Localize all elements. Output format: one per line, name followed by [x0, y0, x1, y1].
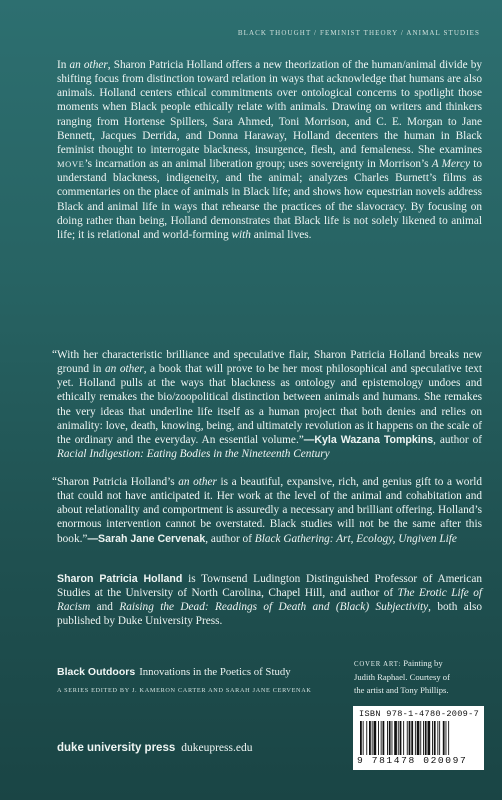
barcode-bars-icon — [357, 721, 480, 755]
with-italic: with — [231, 228, 251, 241]
blurb-attribution: , author of — [433, 433, 483, 446]
bio-text: , both also published by Duke University Press. — [57, 601, 482, 628]
blurb-tompkins — [52, 348, 483, 461]
barcode-bar — [369, 721, 371, 755]
blurb-author-book: Black Gathering: Art, Ecology, Ungiven Life — [254, 532, 457, 545]
move-smallcaps: MOVE — [57, 159, 85, 170]
barcode-bar — [394, 721, 397, 755]
bio-book-title: Raising the Dead: Readings of Death and (Black) Subjectivity — [119, 601, 429, 614]
barcode-bar — [423, 721, 424, 755]
series-subtitle: Innovations in the Poetics of Study — [139, 666, 291, 678]
isbn-number: ISBN 978-1-4780-2009-7 — [359, 709, 480, 719]
author-bio — [57, 572, 482, 629]
description-text: animal lives. — [250, 228, 312, 241]
barcode-bar — [411, 721, 413, 755]
book-title: an other — [178, 476, 217, 488]
barcode-bar — [409, 721, 411, 755]
description-text: ’s incarnation as an animal liberation group; uses sovereignty in Morrison’s — [84, 158, 432, 171]
book-description — [57, 58, 482, 242]
series-info — [57, 662, 357, 694]
mercy-title: A Mercy — [431, 158, 471, 171]
bio-book-title: The Erotic Life of Racism — [57, 587, 482, 614]
barcode-bar — [407, 721, 408, 755]
cover-art-label: COVER ART: — [354, 661, 402, 668]
barcode-bar — [446, 721, 447, 755]
subject-categories: BLACK THOUGHT / FEMINIST THEORY / ANIMAL STUDIES — [237, 29, 480, 37]
barcode-bar — [428, 721, 431, 755]
ean-number: 9 781478 020097 — [357, 755, 468, 766]
cover-art-credit — [354, 657, 484, 696]
description-text: In — [57, 59, 70, 71]
barcode-bar — [415, 721, 416, 755]
blurb-text: is a beautiful, expansive, rich, and genius gift to a world that could not have anticipated it. Her work at the level of the animal and cohabitation and about relationality and comportment is assuredly a necessary and brilliant offering. Holland’s enormous intervention cannot be overstated. Black studies will not be the same after this book.” — [57, 476, 482, 545]
description-text: , Sharon Patricia Holland offers a new theorization of the human/animal divide by shifting focus from distinction toward relation in ways that acknowledge that humans are also animals. Holland centers ethical commitments over ontological concerns to spotlight those moments when Black people ethically relate with animals. Drawing on writers and thinkers ranging from Hortense Spillers, Sara Ahmed, Toni Morrison, and C. E. Morgan to Jane Bennett, Jacques Derrida, and Donna Haraway, Holland decenters the human in Black feminist thought to interrogate blackness, insurgence, flesh, and femaleness. She examines — [57, 59, 482, 156]
blurb-text: “Sharon Patricia Holland’s — [52, 476, 179, 488]
blurb-author-book: Racial Indigestion: Eating Bodies in the Nineteenth Century — [57, 448, 330, 461]
barcode-bar — [420, 721, 421, 755]
barcode-bar — [400, 721, 402, 755]
barcode-bar — [439, 721, 440, 755]
barcode-bar — [360, 721, 362, 755]
blurb-cervenak — [52, 475, 482, 546]
barcode-bar — [378, 721, 379, 755]
description-text: to understand blackness, indigeneity, and the animal; analyzes Charles Burnett’s films as commentaries on the place of animals in Black life; and shows how equestrian novels address Black and animal life in ways that rehearse the practices of the slavocracy. By focusing on doing rather than being, Holland demonstrates that Black life is not solely likened to animal life; it is relational and world-forming — [57, 158, 482, 241]
book-title: an other — [69, 59, 108, 71]
barcode-bar — [366, 721, 367, 755]
blurb-text: , a book that will prove to be her most philosophical and speculative text yet. Holland pulls at the ways that blackness as ontology and epistemology undoes and ethically remakes the bio/zoopolitical distinction between animals and humans. She remakes the very ideas that underline life itself as a human project that both denies and relies on animality: love, death, knowing, being, and ultimately revolution as it happens on the scale of the ordinary and the everyday. An essential volume.” — [57, 363, 482, 446]
barcode-bar — [434, 721, 436, 755]
barcode-bar — [392, 721, 393, 755]
author-name: Sharon Patricia Holland — [57, 573, 183, 585]
series-editors: A SERIES EDITED BY J. KAMERON CARTER AND SARAH JANE CERVENAK — [57, 687, 312, 694]
blurb-text: “With her characteristic brilliance and speculative flair, Sharon Patricia Holland breaks new ground in — [52, 349, 482, 376]
barcode-bar — [437, 721, 438, 755]
bio-text: is Townsend Ludington Distinguished Professor of American Studies at the University of North Carolina, Chapel Hill, and author of — [57, 573, 482, 600]
cover-art-text: the artist and Tony Phillips. — [354, 684, 449, 695]
book-title: an other — [105, 363, 144, 376]
publisher — [57, 742, 252, 754]
barcode-bar — [372, 721, 373, 755]
barcode-bar — [448, 721, 449, 755]
barcode-bar — [387, 721, 388, 755]
barcode-bar — [398, 721, 399, 755]
barcode-bar — [403, 721, 404, 755]
barcode-bar — [425, 721, 427, 755]
barcode-bar — [381, 721, 382, 755]
cover-art-text: Painting by — [401, 658, 443, 668]
publisher-url: dukeupress.edu — [181, 742, 253, 754]
barcode-bar — [443, 721, 445, 755]
barcode-bar — [363, 721, 364, 755]
barcode — [353, 706, 484, 770]
blurb-attribution: , author of — [205, 532, 255, 545]
series-title: Black Outdoors — [57, 666, 136, 678]
barcode-bar — [432, 721, 433, 755]
barcode-bar — [389, 721, 391, 755]
barcode-bar — [374, 721, 377, 755]
publisher-name: duke university press — [57, 742, 176, 754]
cover-art-text: Judith Raphael. Courtesy of — [354, 672, 450, 683]
barcode-bar — [383, 721, 385, 755]
blurb-author: —Kyla Wazana Tompkins — [303, 433, 434, 446]
bio-text: and — [90, 601, 120, 614]
barcode-bar — [417, 721, 420, 755]
blurb-author: —Sarah Jane Cervenak — [87, 532, 206, 545]
